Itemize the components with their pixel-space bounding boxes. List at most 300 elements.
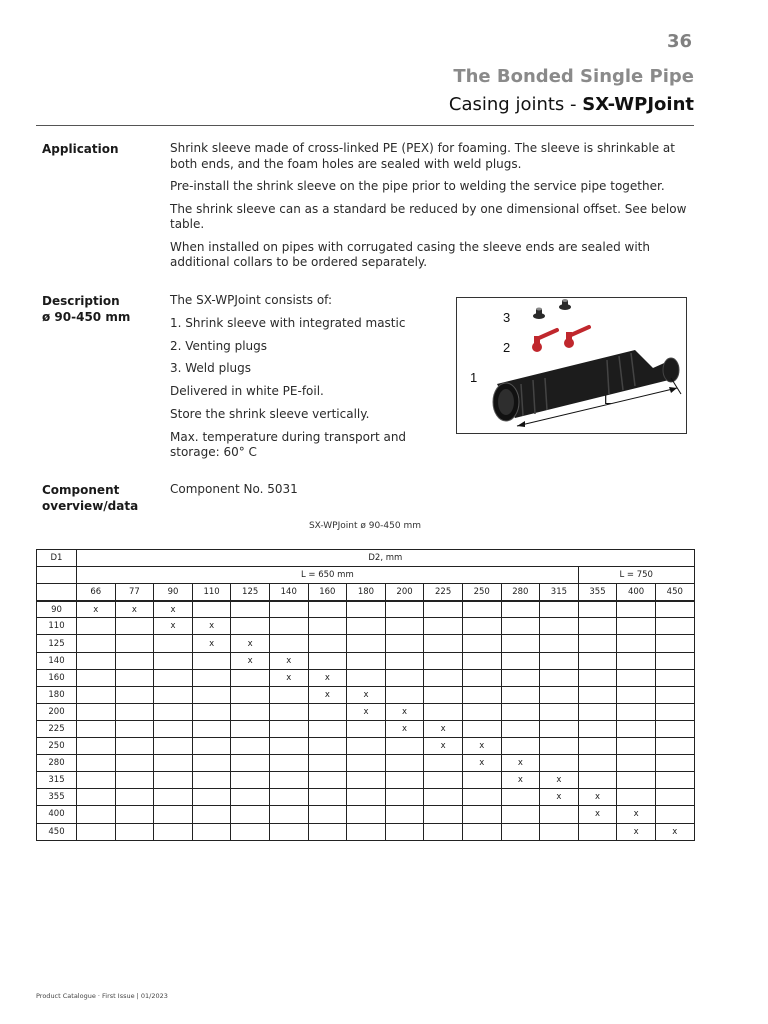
table-cell (192, 720, 231, 737)
table-cell (540, 703, 579, 720)
table-cell (154, 703, 193, 720)
table-cell (540, 669, 579, 686)
row-header-d1: 125 (37, 635, 77, 652)
table-cell (115, 738, 154, 755)
table-cell (617, 669, 656, 686)
table-cell (115, 618, 154, 635)
description-line: 3. Weld plugs (170, 361, 251, 376)
table-cell: x (385, 720, 424, 737)
table-cell (269, 635, 308, 652)
description-list (170, 293, 440, 468)
table-cell (540, 618, 579, 635)
table-cell (308, 703, 347, 720)
table-cell (540, 823, 579, 840)
table-cell: x (231, 635, 270, 652)
table-cell (462, 652, 501, 669)
table-cell (540, 686, 579, 703)
table-row (37, 755, 695, 772)
page-title-prefix: Casing joints - (448, 94, 583, 115)
table-cell (231, 686, 270, 703)
table-cell (462, 806, 501, 823)
table-cell (77, 772, 116, 789)
row-header-d1: 355 (37, 789, 77, 806)
column-header: 160 (308, 584, 347, 601)
header-rule (36, 125, 694, 126)
table-cell (385, 686, 424, 703)
table-cell (269, 686, 308, 703)
table-cell (77, 823, 116, 840)
row-header-d1: 200 (37, 703, 77, 720)
d2-header: D2, mm (77, 550, 695, 567)
column-header: 315 (540, 584, 579, 601)
table-cell (578, 618, 617, 635)
table-cell (655, 789, 694, 806)
figure-label-sleeve: 1 (470, 370, 478, 385)
application-paragraph: Shrink sleeve made of cross-linked PE (PEX) for foaming. The sleeve is shrinkable at both ends, and the foam holes are sealed with weld plugs. (170, 141, 675, 171)
table-cell (424, 686, 463, 703)
column-header: 125 (231, 584, 270, 601)
table-row (37, 703, 695, 720)
table-cell (192, 601, 231, 618)
description-line: Delivered in white PE-foil. (170, 384, 324, 399)
table-cell: x (540, 772, 579, 789)
table-cell (115, 789, 154, 806)
description-line: 1. Shrink sleeve with integrated mastic (170, 315, 406, 330)
table-cell (385, 806, 424, 823)
application-paragraph: Pre-install the shrink sleeve on the pipe prior to welding the service pipe together. (170, 179, 665, 193)
table-cell (578, 686, 617, 703)
table-cell (462, 601, 501, 618)
table-cell (462, 823, 501, 840)
table-cell (231, 601, 270, 618)
series-title: The Bonded Single Pipe (453, 66, 694, 87)
table-cell: x (154, 601, 193, 618)
table-cell (154, 635, 193, 652)
component-label-line2: overview/data (42, 499, 139, 513)
table-cell: x (655, 823, 694, 840)
table-cell (578, 635, 617, 652)
table-cell (308, 823, 347, 840)
product-figure (456, 297, 687, 434)
table-cell (578, 755, 617, 772)
table-row (37, 806, 695, 823)
table-cell: x (424, 738, 463, 755)
component-label-line1: Component (42, 483, 120, 497)
empty-cell (37, 567, 77, 584)
component-number: Component No. 5031 (170, 482, 298, 496)
dimension-table-body (37, 550, 695, 841)
table-cell (578, 738, 617, 755)
table-cell (154, 755, 193, 772)
table-cell (308, 738, 347, 755)
table-cell (501, 669, 540, 686)
figure-label-length: L (604, 392, 612, 407)
row-header-d1: 110 (37, 618, 77, 635)
table-cell (617, 755, 656, 772)
table-cell: x (501, 755, 540, 772)
table-cell (617, 635, 656, 652)
column-header: 90 (154, 584, 193, 601)
table-cell (578, 652, 617, 669)
table-row (37, 635, 695, 652)
table-cell (424, 618, 463, 635)
table-cell (308, 755, 347, 772)
table-cell (424, 823, 463, 840)
table-cell (540, 601, 579, 618)
table-cell (347, 601, 386, 618)
figure-label-venting: 2 (503, 340, 511, 355)
table-cell (231, 823, 270, 840)
table-cell (308, 720, 347, 737)
figure-label-weld: 3 (503, 310, 511, 325)
column-header: 180 (347, 584, 386, 601)
table-cell (655, 669, 694, 686)
shrink-sleeve-illustration (457, 298, 686, 433)
table-cell (655, 686, 694, 703)
table-cell (578, 703, 617, 720)
page-number: 36 (666, 31, 692, 52)
table-cell (385, 635, 424, 652)
page-title (449, 94, 694, 115)
table-cell (347, 823, 386, 840)
table-cell (154, 772, 193, 789)
table-cell (501, 823, 540, 840)
table-cell (77, 618, 116, 635)
table-cell (385, 772, 424, 789)
table-cell (269, 789, 308, 806)
table-cell (231, 720, 270, 737)
table-cell (385, 601, 424, 618)
table-cell (308, 806, 347, 823)
page-title-product: SX-WPJoint (582, 94, 694, 115)
table-cell (462, 669, 501, 686)
table-cell: x (385, 703, 424, 720)
table-cell (385, 823, 424, 840)
table-cell (655, 806, 694, 823)
description-label-line2: ø 90-450 mm (42, 310, 131, 324)
table-cell (115, 720, 154, 737)
table-header-row (37, 550, 695, 567)
table-row (37, 686, 695, 703)
column-header: 140 (269, 584, 308, 601)
table-cell (655, 601, 694, 618)
table-cell (308, 652, 347, 669)
table-cell (347, 618, 386, 635)
table-cell: x (115, 601, 154, 618)
description-line: Max. temperature during transport and storage: 60° C (170, 429, 407, 460)
table-cell (231, 755, 270, 772)
table-cell (424, 806, 463, 823)
table-cell (192, 806, 231, 823)
table-cell (385, 669, 424, 686)
table-cell (231, 806, 270, 823)
group-650-header: L = 650 mm (77, 567, 579, 584)
table-cell (385, 755, 424, 772)
table-cell (462, 789, 501, 806)
table-cell (540, 755, 579, 772)
table-cell (77, 703, 116, 720)
table-cell (578, 823, 617, 840)
row-header-d1: 140 (37, 652, 77, 669)
table-cell (231, 669, 270, 686)
table-cell: x (231, 652, 270, 669)
table-cell (578, 601, 617, 618)
table-cell (269, 772, 308, 789)
application-paragraph: The shrink sleeve can as a standard be reduced by one dimensional offset. See below table. (170, 201, 687, 231)
table-cell (154, 738, 193, 755)
table-cell (347, 652, 386, 669)
table-cell: x (424, 720, 463, 737)
table-row (37, 720, 695, 737)
table-cell: x (617, 806, 656, 823)
table-cell (424, 601, 463, 618)
table-cell: x (501, 772, 540, 789)
table-cell (192, 703, 231, 720)
table-cell (501, 789, 540, 806)
table-cell (115, 703, 154, 720)
table-cell (77, 755, 116, 772)
table-cell (77, 652, 116, 669)
table-cell (424, 635, 463, 652)
table-cell (347, 720, 386, 737)
d1-header: D1 (37, 550, 77, 567)
table-cell (462, 618, 501, 635)
table-cell (77, 669, 116, 686)
application-text (170, 141, 698, 278)
table-cell (617, 738, 656, 755)
table-cell (115, 686, 154, 703)
table-cell (617, 652, 656, 669)
table-cell (192, 686, 231, 703)
table-cell (269, 738, 308, 755)
table-cell (617, 703, 656, 720)
table-cell (115, 652, 154, 669)
table-cell (192, 823, 231, 840)
table-cell (154, 823, 193, 840)
table-cell (501, 720, 540, 737)
row-header-d1: 160 (37, 669, 77, 686)
table-cell (462, 703, 501, 720)
table-cell (192, 789, 231, 806)
row-header-d1: 315 (37, 772, 77, 789)
table-cell (578, 720, 617, 737)
row-header-d1: 180 (37, 686, 77, 703)
table-cell (424, 669, 463, 686)
table-cell (462, 686, 501, 703)
table-cell: x (269, 669, 308, 686)
table-cell (385, 618, 424, 635)
table-cell (231, 789, 270, 806)
table-row (37, 618, 695, 635)
table-cell (154, 652, 193, 669)
row-header-d1: 280 (37, 755, 77, 772)
table-cell: x (192, 635, 231, 652)
table-cell (192, 772, 231, 789)
application-paragraph: When installed on pipes with corrugated casing the sleeve ends are sealed with additional collars to be ordered separately. (170, 239, 650, 269)
table-cell (540, 806, 579, 823)
table-cell (269, 601, 308, 618)
table-cell (424, 789, 463, 806)
table-cell (424, 703, 463, 720)
table-cell (269, 720, 308, 737)
table-cell (462, 635, 501, 652)
shrink-sleeve-icon (493, 350, 679, 421)
table-cell (617, 789, 656, 806)
table-cell (231, 738, 270, 755)
table-cell (115, 635, 154, 652)
row-header-d1: 225 (37, 720, 77, 737)
table-cell (192, 652, 231, 669)
table-cell (501, 601, 540, 618)
table-cell (77, 738, 116, 755)
table-cell (77, 635, 116, 652)
table-cell (385, 738, 424, 755)
table-cell (462, 720, 501, 737)
table-row (37, 669, 695, 686)
table-cell (540, 652, 579, 669)
column-header: 355 (578, 584, 617, 601)
table-cell (154, 806, 193, 823)
row-header-d1: 450 (37, 823, 77, 840)
row-header-d1: 250 (37, 738, 77, 755)
table-cell (617, 686, 656, 703)
column-header: 280 (501, 584, 540, 601)
table-cell (347, 772, 386, 789)
table-row (37, 652, 695, 669)
row-header-d1: 400 (37, 806, 77, 823)
description-line: 2. Venting plugs (170, 338, 268, 353)
column-header: 225 (424, 584, 463, 601)
table-cell (115, 806, 154, 823)
table-cell (154, 686, 193, 703)
table-cell (617, 720, 656, 737)
table-cell (115, 755, 154, 772)
description-label (42, 293, 130, 325)
table-cell (655, 618, 694, 635)
table-cell (347, 738, 386, 755)
table-cell (154, 669, 193, 686)
table-cell (231, 703, 270, 720)
table-cell (269, 703, 308, 720)
venting-plug-icon (564, 327, 589, 348)
weld-plug-icon (559, 299, 571, 310)
table-column-header-row (37, 584, 695, 601)
table-cell (115, 669, 154, 686)
table-cell (269, 806, 308, 823)
table-cell (154, 720, 193, 737)
table-cell (501, 738, 540, 755)
table-cell (77, 806, 116, 823)
empty-cell (37, 584, 77, 601)
table-cell (462, 772, 501, 789)
table-row (37, 823, 695, 840)
table-cell (77, 720, 116, 737)
table-cell (115, 772, 154, 789)
table-cell (347, 635, 386, 652)
table-row (37, 601, 695, 618)
table-cell: x (578, 789, 617, 806)
table-cell (540, 635, 579, 652)
table-cell: x (578, 806, 617, 823)
table-cell (115, 823, 154, 840)
column-header: 400 (617, 584, 656, 601)
table-cell (617, 618, 656, 635)
application-label: Application (42, 142, 119, 156)
table-cell (501, 703, 540, 720)
table-cell (501, 618, 540, 635)
table-cell (385, 652, 424, 669)
table-cell (308, 635, 347, 652)
table-cell (308, 789, 347, 806)
table-cell (655, 772, 694, 789)
table-cell: x (308, 669, 347, 686)
component-label (42, 482, 138, 514)
table-cell (308, 601, 347, 618)
column-header: 66 (77, 584, 116, 601)
table-cell (578, 669, 617, 686)
table-cell: x (308, 686, 347, 703)
description-label-line1: Description (42, 294, 120, 308)
column-header: 250 (462, 584, 501, 601)
table-cell (269, 755, 308, 772)
table-cell (617, 772, 656, 789)
column-header: 110 (192, 584, 231, 601)
table-cell (77, 789, 116, 806)
table-cell (269, 823, 308, 840)
table-cell (655, 703, 694, 720)
table-cell (77, 686, 116, 703)
table-cell (154, 789, 193, 806)
table-cell (231, 618, 270, 635)
table-cell (192, 738, 231, 755)
table-row (37, 738, 695, 755)
table-cell (501, 652, 540, 669)
column-header: 77 (115, 584, 154, 601)
group-750-header: L = 750 (578, 567, 694, 584)
row-header-d1: 90 (37, 601, 77, 618)
table-cell: x (269, 652, 308, 669)
table-cell (269, 618, 308, 635)
footer-text: Product Catalogue · First Issue | 01/2023 (36, 992, 168, 1000)
table-cell (501, 686, 540, 703)
table-cell: x (462, 738, 501, 755)
column-header: 200 (385, 584, 424, 601)
description-line: The SX-WPJoint consists of: (170, 293, 332, 307)
table-cell (578, 772, 617, 789)
venting-plug-icon (532, 330, 557, 352)
column-header: 450 (655, 584, 694, 601)
table-cell: x (154, 618, 193, 635)
table-cell (655, 738, 694, 755)
table-cell (347, 806, 386, 823)
table-cell (308, 772, 347, 789)
table-cell (655, 635, 694, 652)
table-cell: x (347, 686, 386, 703)
table-cell (501, 635, 540, 652)
table-cell (655, 755, 694, 772)
table-cell (424, 772, 463, 789)
table-cell (385, 789, 424, 806)
table-cell: x (77, 601, 116, 618)
table-cell (192, 755, 231, 772)
table-cell (655, 652, 694, 669)
table-cell (501, 806, 540, 823)
table-caption: SX-WPJoint ø 90-450 mm (308, 521, 422, 531)
table-row (37, 789, 695, 806)
table-cell (347, 755, 386, 772)
table-group-row (37, 567, 695, 584)
table-cell (540, 720, 579, 737)
